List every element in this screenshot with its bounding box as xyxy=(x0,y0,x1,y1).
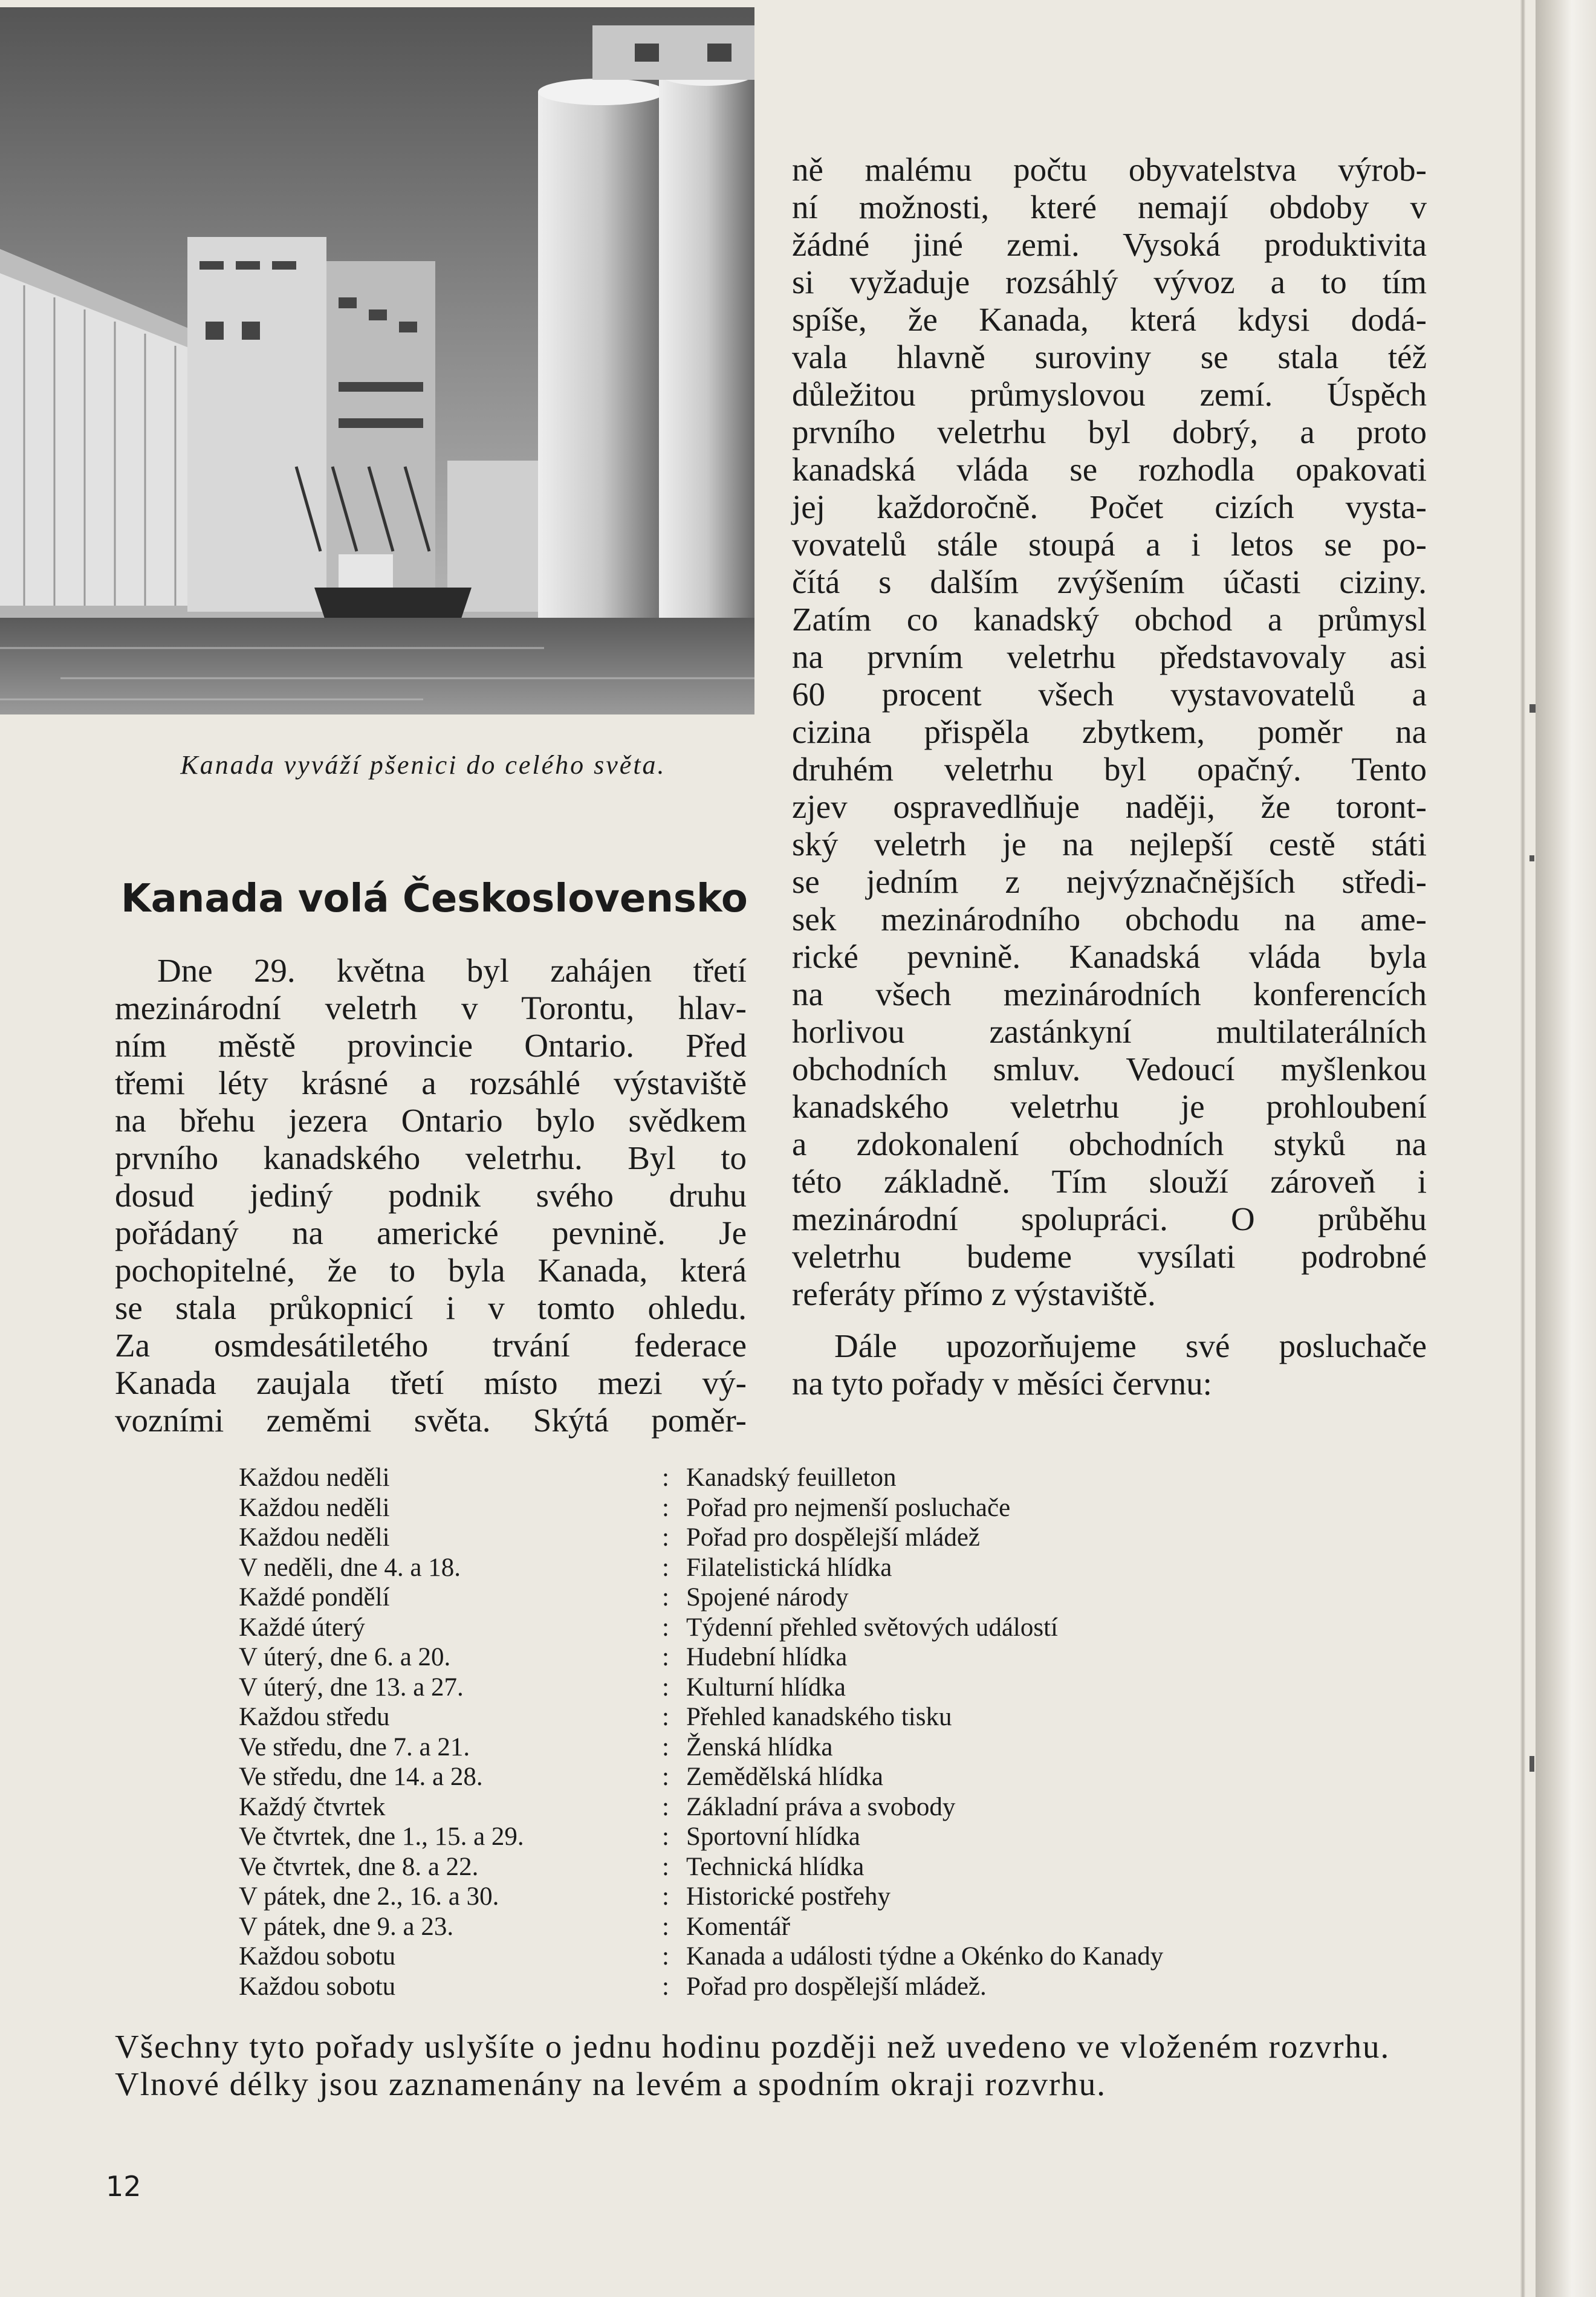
schedule-program: Kanada a události týdne a Okénko do Kanady xyxy=(686,1942,1164,1971)
schedule-colon: : xyxy=(662,1523,669,1552)
photo-illustration xyxy=(0,7,754,714)
text-line: jej každoročně. Počet cizích vysta- xyxy=(792,488,1427,525)
text-line: vala hlavně suroviny se stala též xyxy=(792,339,1427,375)
text-line: kanadská vláda se rozhodla opakovati xyxy=(792,451,1427,488)
photo-caption: Kanada vyváží pšenici do celého světa. xyxy=(180,750,666,780)
text-line: Za osmdesátiletého trvání federace xyxy=(115,1327,747,1364)
text-line: prvního veletrhu byl dobrý, a proto xyxy=(792,413,1427,450)
schedule-row xyxy=(239,1822,1387,1852)
schedule-program: Týdenní přehled světových událostí xyxy=(686,1613,1058,1642)
schedule-program: Sportovní hlídka xyxy=(686,1822,860,1851)
text-line: důležitou průmyslovou zemí. Úspěch xyxy=(792,376,1427,413)
text-line: druhém veletrhu byl opačný. Tento xyxy=(792,751,1427,788)
schedule-row xyxy=(239,1942,1387,1972)
text-line: obchodních smluv. Vedoucí myšlenkou xyxy=(792,1051,1427,1087)
schedule-row xyxy=(239,1972,1387,2002)
text-line: si vyžaduje rozsáhlý vývoz a to tím xyxy=(792,264,1427,300)
schedule-day: Každé úterý xyxy=(239,1613,365,1642)
schedule-colon: : xyxy=(662,1583,669,1612)
text-line: vovatelů stále stoupá a i letos se po- xyxy=(792,526,1427,563)
schedule-program: Základní práva a svobody xyxy=(686,1792,956,1821)
program-schedule xyxy=(239,1463,1387,2001)
page-fold xyxy=(1520,0,1525,2297)
text-line: na všech mezinárodních konferencích xyxy=(792,976,1427,1012)
schedule-day: Každou neděli xyxy=(239,1493,390,1522)
schedule-day: Ve čtvrtek, dne 1., 15. a 29. xyxy=(239,1822,524,1851)
text-line: prvního kanadského veletrhu. Byl to xyxy=(115,1139,747,1176)
text-line: pochopitelné, že to byla Kanada, která xyxy=(115,1252,747,1289)
text-line: vozními zeměmi světa. Skýtá poměr- xyxy=(115,1402,747,1439)
schedule-program: Komentář xyxy=(686,1912,790,1941)
page-number: 12 xyxy=(106,2170,141,2203)
page-mark xyxy=(1529,855,1534,861)
schedule-day: Každou sobotu xyxy=(239,1972,396,2001)
text-line: na tyto pořady v měsíci červnu: xyxy=(792,1365,1212,1402)
schedule-day: V úterý, dne 6. a 20. xyxy=(239,1643,451,1671)
schedule-colon: : xyxy=(662,1673,669,1702)
schedule-row xyxy=(239,1673,1387,1703)
schedule-program: Zemědělská hlídka xyxy=(686,1763,883,1791)
schedule-row xyxy=(239,1642,1387,1673)
schedule-program: Kulturní hlídka xyxy=(686,1673,846,1702)
schedule-row xyxy=(239,1463,1387,1493)
text-line: mezinárodní veletrh v Torontu, hlav- xyxy=(115,990,747,1026)
text-line: Dále upozorňujeme své posluchače xyxy=(834,1327,1427,1364)
schedule-row xyxy=(239,1882,1387,1912)
schedule-colon: : xyxy=(662,1822,669,1851)
footer-note: Všechny tyto pořady uslyšíte o jednu hodinu později než uvedeno ve vloženém rozvrhu. Vlnové délky jsou zaznamenány na levém a spodním okraji rozvrhu. xyxy=(115,2028,1390,2102)
text-line: čítá s dalším zvýšením účasti ciziny. xyxy=(792,563,1427,600)
article-heading: Kanada volá Československo xyxy=(121,876,748,921)
left-column xyxy=(115,952,747,1439)
schedule-row xyxy=(239,1493,1387,1523)
text-line: žádné jiné zemi. Vysoká produktivita xyxy=(792,226,1427,263)
schedule-day: Ve středu, dne 7. a 21. xyxy=(239,1732,470,1761)
schedule-day: Každou sobotu xyxy=(239,1942,396,1971)
text-line: 60 procent všech vystavovatelů a xyxy=(792,676,1427,713)
text-line: mezinárodní spolupráci. O průběhu xyxy=(792,1200,1427,1237)
schedule-row xyxy=(239,1762,1387,1792)
text-line: referáty přímo z výstaviště. xyxy=(792,1275,1156,1312)
schedule-day: Ve čtvrtek, dne 8. a 22. xyxy=(239,1852,479,1881)
schedule-row xyxy=(239,1553,1387,1583)
schedule-colon: : xyxy=(662,1792,669,1821)
schedule-day: Ve středu, dne 14. a 28. xyxy=(239,1763,483,1791)
schedule-day: V neděli, dne 4. a 18. xyxy=(239,1553,461,1582)
schedule-colon: : xyxy=(662,1493,669,1522)
text-line: pořádaný na americké pevnině. Je xyxy=(115,1214,747,1251)
schedule-day: Každé pondělí xyxy=(239,1583,390,1612)
schedule-day: Každou neděli xyxy=(239,1463,390,1492)
page-mark xyxy=(1529,704,1536,713)
right-column xyxy=(792,151,1427,1402)
text-line: horlivou zastánkyní multilaterálních xyxy=(792,1013,1427,1050)
schedule-row xyxy=(239,1912,1387,1942)
schedule-program: Přehled kanadského tisku xyxy=(686,1703,952,1731)
text-line: Dne 29. května byl zahájen třetí xyxy=(157,952,747,989)
schedule-row xyxy=(239,1852,1387,1882)
schedule-program: Hudební hlídka xyxy=(686,1643,848,1671)
text-line: veletrhu budeme vysílati podrobné xyxy=(792,1238,1427,1275)
schedule-program: Pořad pro nejmenší posluchače xyxy=(686,1493,1011,1522)
grain-elevator-photo xyxy=(0,7,754,714)
text-line: rické pevnině. Kanadská vláda byla xyxy=(792,938,1427,975)
schedule-colon: : xyxy=(662,1732,669,1761)
schedule-colon: : xyxy=(662,1613,669,1642)
schedule-program: Ženská hlídka xyxy=(686,1732,833,1761)
text-line: ním městě provincie Ontario. Před xyxy=(115,1027,747,1064)
schedule-colon: : xyxy=(662,1463,669,1492)
schedule-colon: : xyxy=(662,1703,669,1731)
schedule-program: Pořad pro dospělejší mládež. xyxy=(686,1972,987,2001)
schedule-row xyxy=(239,1523,1387,1553)
schedule-day: Každý čtvrtek xyxy=(239,1792,386,1821)
schedule-row xyxy=(239,1732,1387,1763)
text-line: zjev ospravedlňuje naději, že toront- xyxy=(792,788,1427,825)
text-line: třemi léty krásné a rozsáhlé výstaviště xyxy=(115,1064,747,1101)
schedule-colon: : xyxy=(662,1942,669,1971)
schedule-row xyxy=(239,1702,1387,1732)
schedule-day: V pátek, dne 2., 16. a 30. xyxy=(239,1882,499,1911)
text-line: a zdokonalení obchodních styků na xyxy=(792,1126,1427,1162)
schedule-day: V pátek, dne 9. a 23. xyxy=(239,1912,454,1941)
page-mark xyxy=(1529,1756,1534,1772)
text-line: se stala průkopnicí i v tomto ohledu. xyxy=(115,1289,747,1326)
text-line: Zatím co kanadský obchod a průmysl xyxy=(792,601,1427,638)
schedule-colon: : xyxy=(662,1643,669,1671)
schedule-day: V úterý, dne 13. a 27. xyxy=(239,1673,464,1702)
schedule-row xyxy=(239,1583,1387,1613)
schedule-colon: : xyxy=(662,1882,669,1911)
schedule-program: Kanadský feuilleton xyxy=(686,1463,897,1492)
schedule-day: Každou středu xyxy=(239,1703,390,1731)
schedule-colon: : xyxy=(662,1972,669,2001)
schedule-colon: : xyxy=(662,1912,669,1941)
text-line: Kanada zaujala třetí místo mezi vý- xyxy=(115,1364,747,1401)
schedule-program: Historické postřehy xyxy=(686,1882,890,1911)
schedule-colon: : xyxy=(662,1852,669,1881)
paragraph-gap xyxy=(792,1313,1427,1327)
text-line: se jedním z nejvýznačnějších středi- xyxy=(792,863,1427,900)
text-line: dosud jediný podnik svého druhu xyxy=(115,1177,747,1214)
text-line: ně malému počtu obyvatelstva výrob- xyxy=(792,151,1427,188)
schedule-colon: : xyxy=(662,1553,669,1582)
schedule-program: Filatelistická hlídka xyxy=(686,1553,892,1582)
text-line: na prvním veletrhu představovaly asi xyxy=(792,638,1427,675)
text-line: sek mezinárodního obchodu na ame- xyxy=(792,901,1427,938)
schedule-row xyxy=(239,1792,1387,1822)
text-line: na břehu jezera Ontario bylo svědkem xyxy=(115,1102,747,1139)
schedule-colon: : xyxy=(662,1763,669,1791)
schedule-day: Každou neděli xyxy=(239,1523,390,1552)
schedule-program: Spojené národy xyxy=(686,1583,849,1612)
text-line: ský veletrh je na nejlepší cestě státi xyxy=(792,826,1427,863)
schedule-program: Pořad pro dospělejší mládež xyxy=(686,1523,981,1552)
text-line: spíše, že Kanada, která kdysi dodá- xyxy=(792,301,1427,338)
text-line: této základně. Tím slouží zároveň i xyxy=(792,1163,1427,1200)
schedule-row xyxy=(239,1613,1387,1643)
text-line: ní možnosti, které nemají obdoby v xyxy=(792,189,1427,225)
text-line: kanadského veletrhu je prohloubení xyxy=(792,1088,1427,1125)
next-page-edge xyxy=(1536,0,1596,2297)
schedule-program: Technická hlídka xyxy=(686,1852,864,1881)
text-line: cizina přispěla zbytkem, poměr na xyxy=(792,713,1427,750)
